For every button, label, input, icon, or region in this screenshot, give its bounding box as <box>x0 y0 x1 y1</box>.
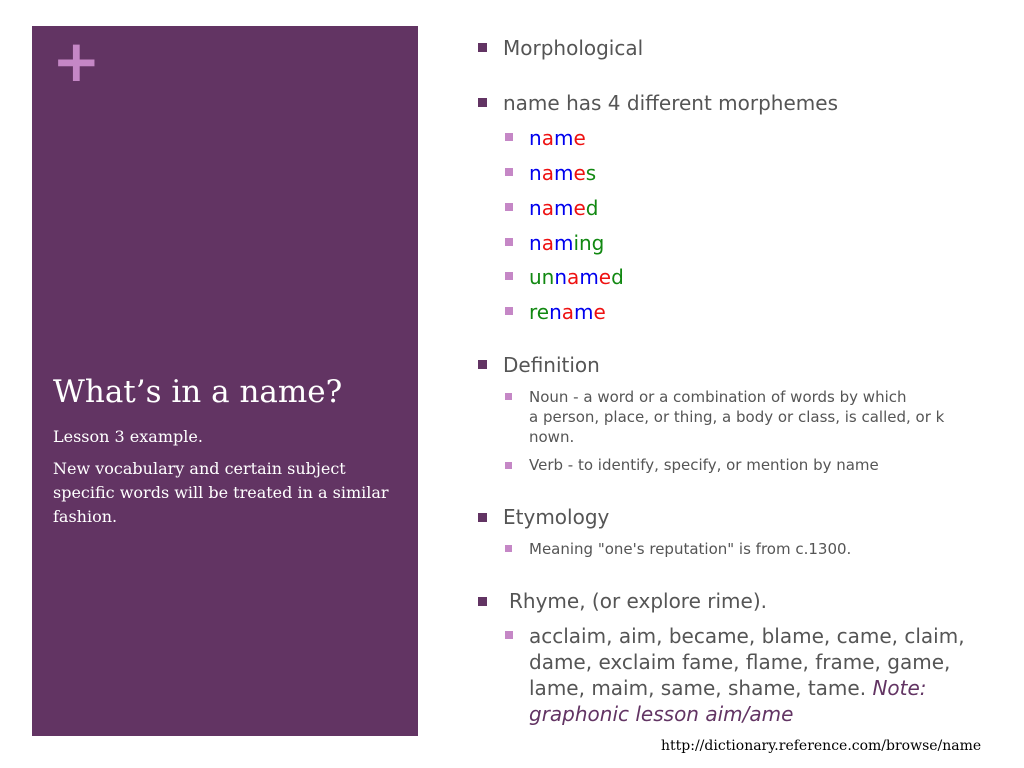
morpheme-segment: m <box>579 265 599 289</box>
morpheme-segment: a <box>541 126 554 150</box>
morpheme-segment: e <box>573 161 586 185</box>
morpheme-segment: a <box>567 265 580 289</box>
morpheme-segment: n <box>554 265 568 289</box>
sub-bullet-icon <box>505 631 513 639</box>
morphological-heading: Morphological <box>503 36 644 60</box>
definition-verb: Verb - to identify, specify, or mention by name <box>529 456 879 474</box>
morpheme-word <box>529 264 624 290</box>
morpheme-segment: n <box>529 126 542 150</box>
morpheme-word <box>529 195 598 221</box>
definition-noun-line: a person, place, or thing, a body or class, is called, or k <box>529 408 945 426</box>
lesson-description: New vocabulary and certain subject specific words will be treated in a similar fashion. <box>53 459 389 526</box>
morpheme-segment: a <box>561 300 575 324</box>
sub-bullet-icon <box>505 307 513 315</box>
rhyme-note: Note: graphonic lesson aim/ame <box>529 676 927 726</box>
sub-bullet-icon <box>505 393 512 400</box>
morpheme-segment: un <box>529 265 555 289</box>
morpheme-segment: e <box>573 196 586 220</box>
morpheme-word <box>529 230 604 256</box>
bullet-icon <box>478 360 487 369</box>
bullet-icon <box>478 98 487 107</box>
sub-bullet-icon <box>505 545 512 552</box>
sub-bullet-icon <box>505 238 513 246</box>
sub-bullet-icon <box>505 168 513 176</box>
definition-noun-line: nown. <box>529 428 575 446</box>
morpheme-segment: a <box>541 196 554 220</box>
morpheme-word <box>529 125 586 151</box>
rhyme-words <box>529 623 1007 727</box>
source-link[interactable]: http://dictionary.reference.com/browse/name <box>661 738 982 754</box>
etymology-text: Meaning "one's reputation" is from c.1300. <box>529 540 852 558</box>
morpheme-segment: d <box>611 265 624 289</box>
etymology-heading: Etymology <box>503 505 610 529</box>
sub-bullet-icon <box>505 203 513 211</box>
bullet-icon <box>478 43 487 52</box>
morpheme-segment: a <box>541 161 554 185</box>
plus-icon: + <box>52 27 101 95</box>
slide-title: What’s in a name? <box>53 374 343 410</box>
morpheme-segment: a <box>541 231 554 255</box>
sub-bullet-icon <box>505 462 512 469</box>
lesson-subtitle: Lesson 3 example. <box>53 427 203 446</box>
definition-noun-line: Noun - a word or a combination of words by which <box>529 388 907 406</box>
definition-heading: Definition <box>503 353 600 377</box>
rhyme-heading: Rhyme, (or explore rime). <box>509 589 767 613</box>
morpheme-segment: m <box>553 231 574 255</box>
sub-bullet-icon <box>505 133 513 141</box>
morpheme-segment: n <box>529 231 542 255</box>
morpheme-segment: m <box>553 126 574 150</box>
morpheme-segment: ing <box>573 231 605 255</box>
morpheme-segment: n <box>549 300 562 324</box>
morpheme-segment: re <box>529 300 550 324</box>
morpheme-segment: d <box>585 196 599 220</box>
morpheme-word <box>529 299 606 325</box>
rhyme-words-text: acclaim, aim, became, blame, came, claim, dame, exclaim fame, flame, frame, game, lame, maim, same, shame, tame. <box>529 624 965 700</box>
morpheme-segment: e <box>593 300 606 324</box>
sub-bullet-icon <box>505 272 513 280</box>
morpheme-segment: s <box>585 161 597 185</box>
morpheme-segment: m <box>553 161 574 185</box>
morpheme-segment: m <box>553 196 574 220</box>
morpheme-word <box>529 160 596 186</box>
morpheme-segment: e <box>598 265 612 289</box>
morpheme-segment: e <box>573 126 586 150</box>
morpheme-segment: n <box>529 196 542 220</box>
morpheme-segment: m <box>574 300 594 324</box>
bullet-icon <box>478 597 487 606</box>
morpheme-segment: n <box>529 161 542 185</box>
bullet-icon <box>478 513 487 522</box>
morphemes-heading: name has 4 different morphemes <box>503 91 838 115</box>
